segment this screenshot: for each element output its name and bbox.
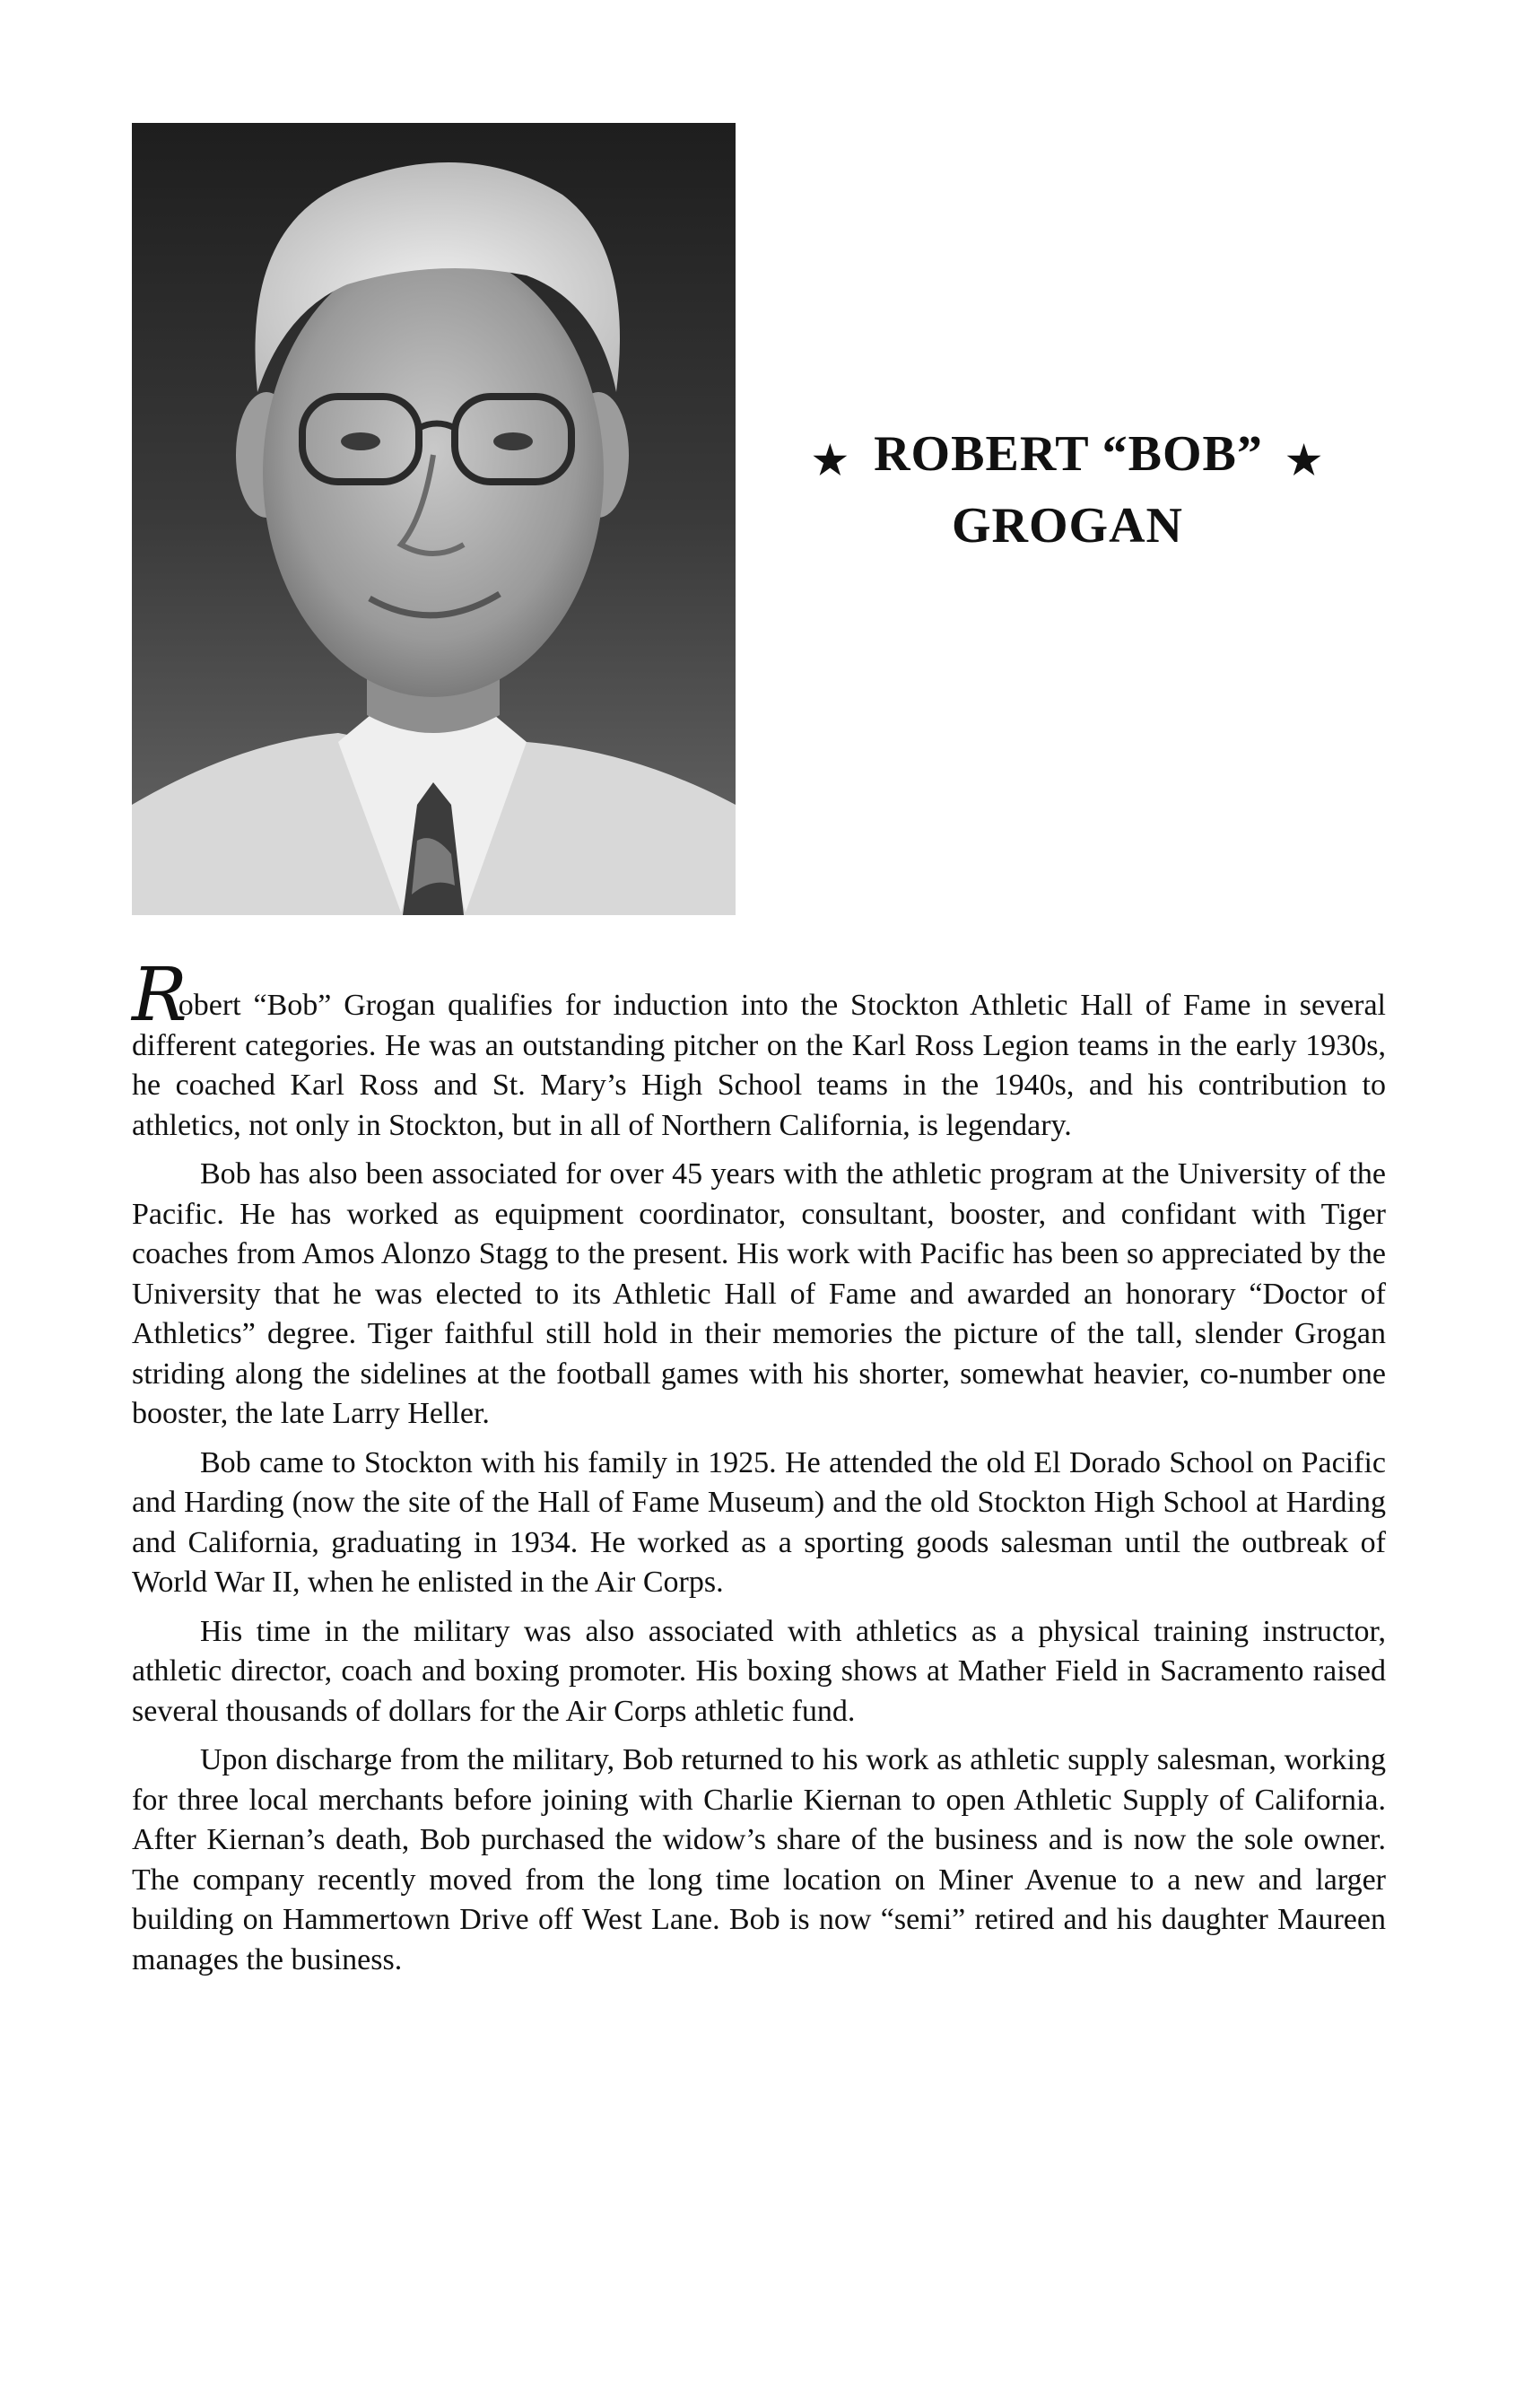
- portrait-illustration: [132, 123, 736, 915]
- biography-paragraph-2: Bob has also been associated for over 45 years with the athletic program at the University of the Pacific. He has worked as equipment coordinator, consultant, booster, and confidant with Tiger coaches from Amos Alonzo Stagg to the present. His work with Pacific has been so appreciated by the University that he was elected to its Athletic Hall of Fame and awarded an honorary “Doctor of Athletics” degree. Tiger faithful still hold in their memories the picture of the tall, slender Grogan striding along the sidelines at the football games with his shorter, somewhat heavier, co-number one booster, the late Larry Heller.: [132, 1157, 1386, 1430]
- biography-paragraph-1: [132, 953, 1386, 1146]
- name-heading-line-1: [798, 422, 1337, 493]
- biography-paragraph-3: Bob came to Stockton with his family in 1925. He attended the old El Dorado School on Pacific and Harding (now the site of the Hall of Fame Museum) and the old Stockton High School at Harding and California, graduating in 1934. He worked as a sporting goods salesman until the outbreak of World War II, when he enlisted in the Air Corps.: [132, 1445, 1386, 1599]
- biography-paragraph-4: His time in the military was also associated with athletics as a physical training instructor, athletic director, coach and boxing promoter. His boxing shows at Mather Field in Sacramento raised several thousands of dollars for the Air Corps athletic fund.: [132, 1614, 1386, 1728]
- paragraph-1-text: obert “Bob” Grogan qualifies for induction into the Stockton Athletic Hall of Fame in several different categories. He was an outstanding pitcher on the Karl Ross Legion teams in the early 1930s, he coached Karl Ross and St. Mary’s High School teams in the 1940s, and his contribution to athletics, not only in Stockton, but in all of Northern California, is legendary.: [132, 989, 1386, 1142]
- star-icon: ★: [1285, 439, 1323, 483]
- name-heading: [798, 422, 1337, 558]
- portrait-photo: [132, 123, 736, 915]
- biography-paragraph-5: Upon discharge from the military, Bob returned to his work as athletic supply salesman, working for three local merchants before joining with Charlie Kiernan to open Athletic Supply of California. After Kiernan’s death, Bob purchased the widow’s share of the business and is now the sole owner. The company recently moved from the long time location on Miner Avenue to a new and larger building on Hammertown Drive off West Lane. Bob is now “semi” retired and his daughter Maureen manages the business.: [132, 1743, 1386, 1976]
- dropcap-letter: R: [132, 953, 184, 1038]
- biography-text: [132, 953, 1386, 1989]
- star-icon: ★: [812, 439, 849, 483]
- name-heading-line-2: GROGAN: [952, 498, 1183, 554]
- name-first: ROBERT “BOB”: [874, 426, 1263, 482]
